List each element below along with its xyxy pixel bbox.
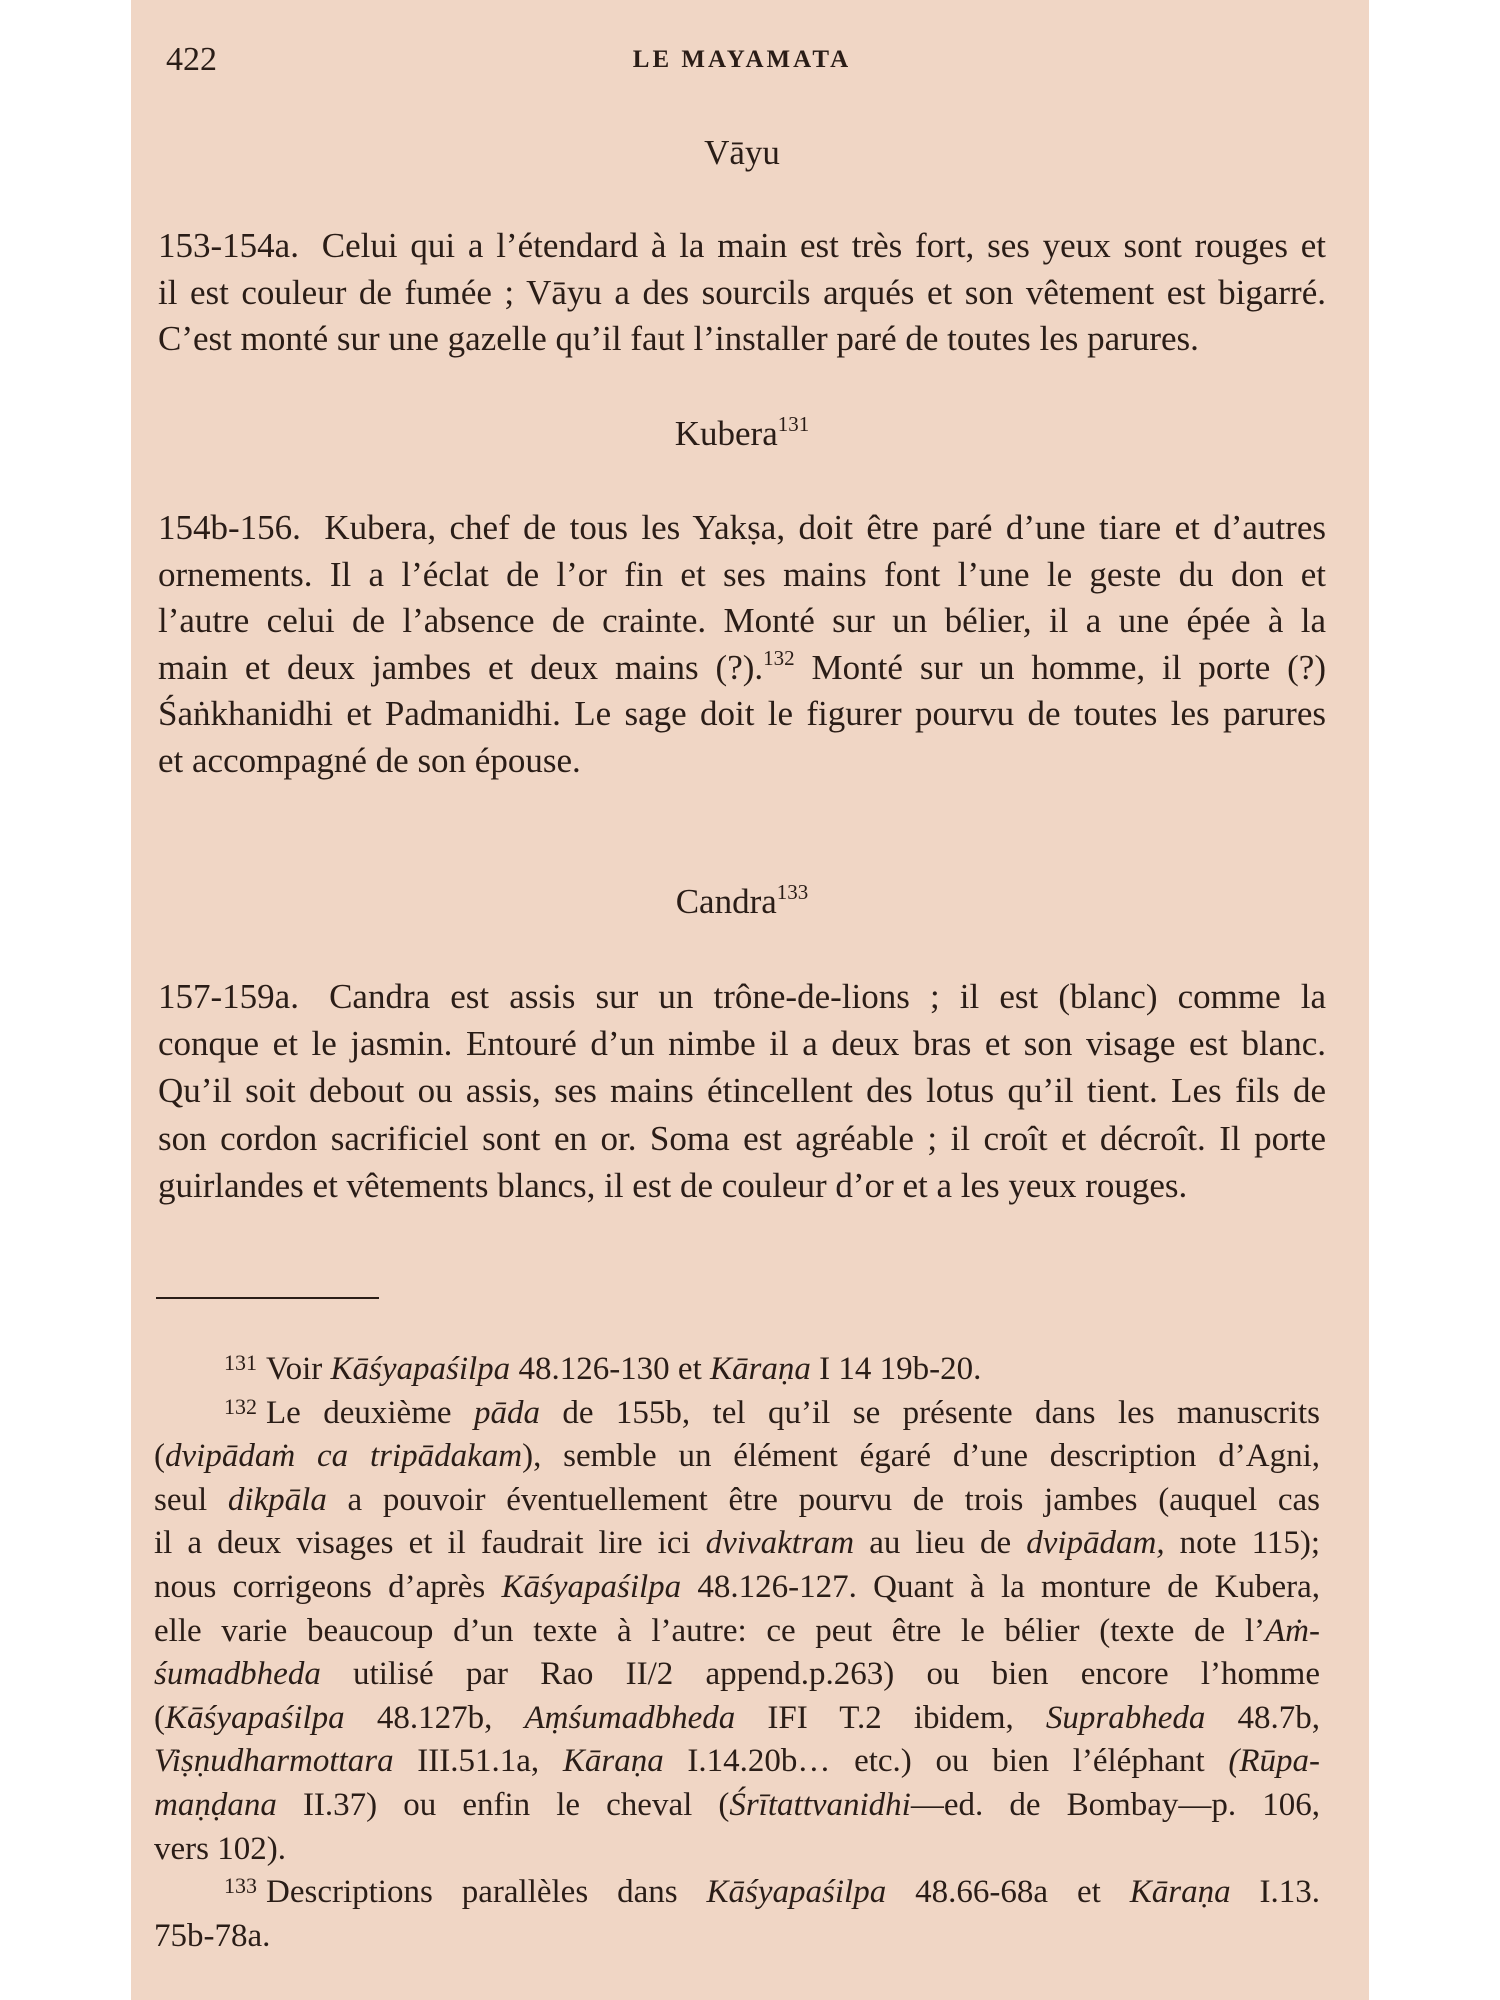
text-run: guirlandes et vêtements blancs, il est de couleur d’or et a les yeux rouges. bbox=[158, 1165, 1188, 1205]
text-line bbox=[158, 1162, 1326, 1209]
paragraph-vayu bbox=[158, 223, 1326, 363]
text-line bbox=[158, 316, 1326, 363]
text-line bbox=[158, 223, 1326, 270]
text-run: —ed. de Bombay—p. 106, bbox=[910, 1786, 1320, 1823]
footnote-marker: 133 bbox=[224, 1873, 257, 1899]
text-run: ), semble un élément égaré d’une description d’Agni, bbox=[522, 1438, 1320, 1475]
text-run: seul bbox=[154, 1481, 228, 1518]
text-line bbox=[154, 1392, 1320, 1436]
text-line bbox=[158, 1067, 1326, 1114]
text-run: I.13. bbox=[1230, 1874, 1321, 1911]
running-title: LE MAYAMATA bbox=[632, 46, 852, 73]
text-run: Celui qui a l’étendard à la main est très fort, ses yeux sont rouges et bbox=[308, 226, 1326, 265]
text-line bbox=[154, 1697, 1320, 1741]
text-run: IFI T.2 ibidem, bbox=[735, 1699, 1046, 1736]
footnote-ref: 133 bbox=[776, 880, 809, 904]
text-run: et accompagné de son épouse. bbox=[158, 740, 581, 780]
text-run: de 155b, tel qu’il se présente dans les manuscrits bbox=[539, 1394, 1320, 1431]
text-line bbox=[154, 1915, 1320, 1959]
footnote-separator-rule bbox=[156, 1297, 379, 1299]
text-line bbox=[154, 1828, 1320, 1872]
text-run: nous corrigeons d’après bbox=[154, 1568, 502, 1605]
text-run: III.51.1a, bbox=[393, 1743, 563, 1780]
section-heading-kubera bbox=[158, 411, 1326, 457]
text-run: Śaṅkhanidhi et Padmanidhi. Le sage doit le figurer pourvu de toutes les parures bbox=[158, 694, 1326, 734]
text-run: 48.66-68a et bbox=[886, 1874, 1130, 1911]
italic-term: Kāraṇa bbox=[562, 1743, 664, 1780]
heading-text: Candra bbox=[675, 882, 777, 921]
footnotes bbox=[154, 1348, 1320, 1958]
italic-term: Kāśyapaśilpa bbox=[706, 1874, 887, 1911]
text-run: a pouvoir éventuellement être pourvu de trois jambes (auquel cas bbox=[326, 1481, 1320, 1518]
footnote-marker: 131 bbox=[224, 1350, 257, 1375]
text-run: 48.126-127. Quant à la monture de Kubera, bbox=[681, 1568, 1320, 1605]
text-line bbox=[154, 1435, 1320, 1479]
text-run: Monté sur un homme, il porte (?) bbox=[794, 647, 1326, 687]
paragraph-kubera bbox=[158, 505, 1326, 785]
text-line bbox=[154, 1479, 1320, 1523]
text-run: Qu’il soit debout ou assis, ses mains étincellent des lotus qu’il tient. Les fils de bbox=[158, 1071, 1326, 1111]
italic-term: dvivaktram bbox=[705, 1525, 855, 1562]
italic-term: (Rūpa- bbox=[1228, 1743, 1320, 1780]
footnote-131 bbox=[154, 1348, 1320, 1392]
italic-term: Kāraṇa bbox=[1129, 1874, 1231, 1911]
text-run: 48.127b, bbox=[344, 1699, 525, 1736]
text-line bbox=[158, 738, 1326, 785]
verse-number: 154b-156. bbox=[158, 508, 301, 547]
italic-term: Kāśyapaśilpa bbox=[501, 1568, 682, 1605]
text-run: 75b-78a. bbox=[154, 1917, 271, 1954]
text-run: conque et le jasmin. Entouré d’un nimbe il a deux bras et son visage est blanc. bbox=[158, 1024, 1326, 1064]
text-run: utilisé par Rao II/2 append.p.263) ou bien encore l’homme bbox=[320, 1656, 1320, 1693]
text-run: son cordon sacrificiel sont en or. Soma est agréable ; il croît et décroît. Il porte bbox=[158, 1118, 1326, 1158]
italic-term: Śrītattvanidhi bbox=[729, 1786, 911, 1823]
heading-text: Vāyu bbox=[704, 133, 780, 172]
text-line bbox=[154, 1784, 1320, 1828]
footnote-133 bbox=[154, 1871, 1320, 1958]
text-run: vers 102). bbox=[154, 1830, 286, 1867]
footnote-132 bbox=[154, 1392, 1320, 1872]
verse-number: 157-159a. bbox=[158, 977, 299, 1016]
text-run: l’autre celui de l’absence de crainte. Monté sur un bélier, il a une épée à la bbox=[158, 601, 1326, 641]
italic-term: dikpāla bbox=[227, 1481, 327, 1518]
text-line bbox=[158, 598, 1326, 645]
italic-term: Viṣṇudharmottara bbox=[154, 1743, 394, 1780]
text-run: elle varie beaucoup d’un texte à l’autre: ce peut être le bélier (texte de l’ bbox=[154, 1612, 1266, 1649]
heading-text: Kubera bbox=[674, 414, 778, 453]
book-page bbox=[131, 0, 1369, 2000]
text-line bbox=[154, 1566, 1320, 1610]
text-run: ornements. Il a l’éclat de l’or fin et ses mains font l’une le geste du don et bbox=[158, 554, 1326, 594]
text-line bbox=[158, 1020, 1326, 1067]
text-line bbox=[154, 1522, 1320, 1566]
text-run: C’est monté sur une gazelle qu’il faut l’installer paré de toutes les parures. bbox=[158, 319, 1199, 358]
text-line bbox=[154, 1740, 1320, 1784]
footnote-marker: 132 bbox=[224, 1393, 257, 1419]
text-line bbox=[158, 552, 1326, 599]
text-run: ( bbox=[154, 1438, 165, 1475]
paragraph-candra bbox=[158, 973, 1326, 1209]
italic-term: Kāśyapaśilpa bbox=[165, 1699, 345, 1736]
text-line bbox=[158, 270, 1326, 317]
text-run: 48.126-130 et bbox=[510, 1351, 710, 1387]
text-run: I 14 19b-20. bbox=[810, 1351, 982, 1387]
italic-term: Aṁ- bbox=[1265, 1612, 1320, 1649]
italic-term: dvipādaṁ ca tripādakam bbox=[165, 1438, 523, 1475]
italic-term: Aṃśumadbheda bbox=[524, 1699, 736, 1736]
text-line bbox=[158, 691, 1326, 738]
text-run: Candra est assis sur un trône-de-lions ; il est (blanc) comme la bbox=[308, 977, 1326, 1016]
text-run: il a deux visages et il faudrait lire ici bbox=[154, 1525, 706, 1562]
italic-term: Suprabheda bbox=[1045, 1699, 1206, 1736]
italic-term: pāda bbox=[473, 1394, 540, 1431]
footnote-ref: 132 bbox=[763, 645, 795, 670]
italic-term: dvipādam, bbox=[1026, 1525, 1165, 1562]
verse-number: 153-154a. bbox=[158, 226, 299, 265]
section-heading-candra bbox=[158, 879, 1326, 925]
page-number: 422 bbox=[166, 41, 217, 78]
text-line bbox=[154, 1610, 1320, 1654]
text-run: main et deux jambes et deux mains (?). bbox=[158, 647, 764, 687]
text-run: ( bbox=[154, 1699, 165, 1736]
text-run: Kubera, chef de tous les Yakṣa, doit être paré d’une tiare et d’autres bbox=[310, 508, 1326, 547]
text-run: I.14.20b… etc.) ou bien l’éléphant bbox=[663, 1743, 1229, 1780]
text-run: Voir bbox=[266, 1351, 331, 1387]
text-line bbox=[154, 1653, 1320, 1697]
text-run: Le deuxième bbox=[266, 1394, 474, 1431]
text-line bbox=[158, 1115, 1326, 1162]
text-run: Descriptions parallèles dans bbox=[266, 1874, 707, 1911]
italic-term: maṇḍana bbox=[154, 1786, 277, 1823]
text-run: note 115); bbox=[1164, 1525, 1321, 1562]
text-line bbox=[154, 1871, 1320, 1915]
text-run: 48.7b, bbox=[1205, 1699, 1321, 1736]
text-line bbox=[154, 1348, 1320, 1392]
text-run: il est couleur de fumée ; Vāyu a des sourcils arqués et son vêtement est bigarré. bbox=[158, 272, 1326, 312]
italic-term: Kāśyapaśilpa bbox=[330, 1351, 511, 1387]
text-run: II.37) ou enfin le cheval ( bbox=[276, 1786, 730, 1823]
text-run: au lieu de bbox=[854, 1525, 1027, 1562]
text-line bbox=[158, 505, 1326, 552]
italic-term: Kāraṇa bbox=[710, 1351, 811, 1387]
text-line bbox=[158, 973, 1326, 1020]
text-line bbox=[158, 645, 1326, 692]
italic-term: śumadbheda bbox=[154, 1656, 321, 1693]
section-heading-vayu bbox=[158, 130, 1326, 176]
footnote-ref: 131 bbox=[777, 412, 810, 436]
